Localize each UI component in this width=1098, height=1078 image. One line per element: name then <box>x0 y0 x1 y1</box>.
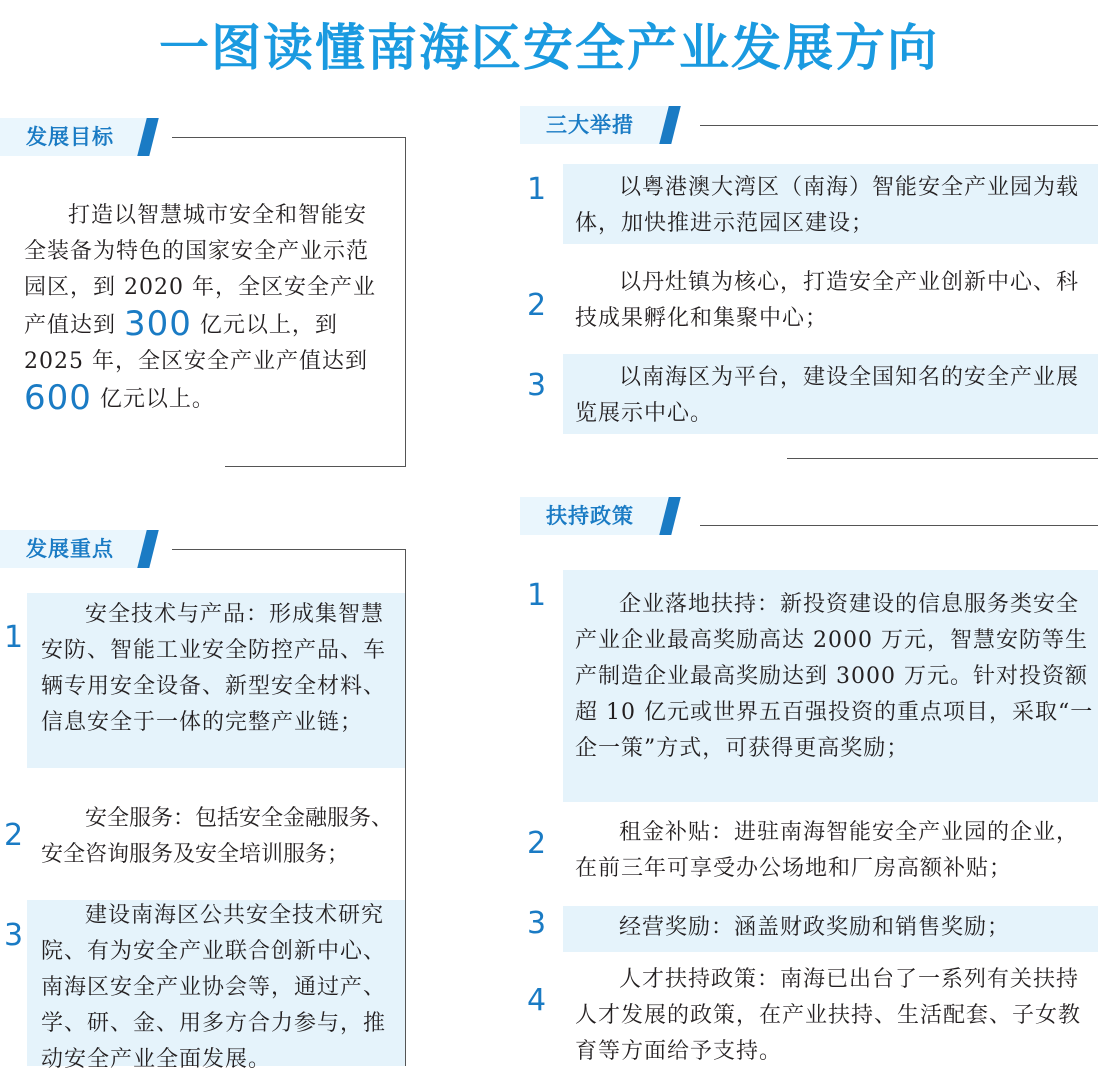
policy-item-1-number: 1 <box>527 578 547 613</box>
policy-item-2-number: 2 <box>527 826 547 861</box>
measures-item-3-number: 3 <box>527 368 547 403</box>
policy-item-3-number: 3 <box>527 906 547 941</box>
focus-item-1-text: 安全技术与产品：形成集智慧安防、智能工业安全防控产品、车辆专用安全设备、新型安全材料、信息安全于一体的完整产业链； <box>41 602 387 735</box>
measures-item-2-number: 2 <box>527 288 547 323</box>
measures-item-2-text: 以丹灶镇为核心，打造安全产业创新中心、科技成果孵化和集聚中心； <box>575 270 1080 331</box>
focus-item-2-text: 安全服务：包括安全金融服务、安全咨询服务及安全培训服务； <box>41 806 394 867</box>
goal-value-2025: 600 <box>24 378 92 418</box>
section-heading-goal: 发展目标 <box>26 125 114 149</box>
page-title: 一图读懂南海区安全产业发展方向 <box>159 19 939 77</box>
goal-value-2020: 300 <box>124 304 192 344</box>
focus-item-3-text: 建设南海区公共安全技术研究院、有为安全产业联合创新中心、南海区安全产业协会等，通过产、学、研、金、用多方合力参与，推动安全产业全面发展。 <box>41 903 387 1072</box>
policy-item-2-text: 租金补贴：进驻南海智能安全产业园的企业，在前三年可享受办公场地和厂房高额补贴； <box>575 820 1080 881</box>
goal-text-part-2: 亿元以上，到 2025 年，全区安全产业产值达到 <box>24 313 368 374</box>
section-heading-policy: 扶持政策 <box>546 504 634 528</box>
measures-bottom-rule <box>787 458 1098 459</box>
section-tag-measures <box>520 106 690 144</box>
policy-item-3-text: 经营奖励：涵盖财政奖励和销售奖励； <box>619 915 1011 940</box>
goal-text-part-3: 亿元以上。 <box>91 387 215 412</box>
focus-item-3-number: 3 <box>4 918 24 953</box>
policy-item-4-text: 人才扶持政策：南海已出台了一系列有关扶持人才发展的政策，在产业扶持、生活配套、子女教育等方面给予支持。 <box>575 967 1082 1064</box>
section-heading-focus: 发展重点 <box>26 537 114 561</box>
section-tag-focus <box>0 530 160 568</box>
goal-frame-bottom <box>225 466 406 467</box>
measures-divider <box>700 125 1098 126</box>
measures-item-1-number: 1 <box>527 172 547 207</box>
measures-item-1-text: 以粤港澳大湾区（南海）智能安全产业园为载体，加快推进示范园区建设； <box>575 175 1080 236</box>
focus-item-1-number: 1 <box>4 620 24 655</box>
section-tag-policy <box>520 497 690 535</box>
goal-frame-right <box>405 137 406 467</box>
policy-divider <box>700 525 1098 526</box>
goal-divider <box>172 137 405 138</box>
focus-frame-right <box>405 549 406 1066</box>
focus-item-2-number: 2 <box>4 818 24 853</box>
goal-text-part-1: 打造以智慧城市安全和智能安全装备为特色的国家安全产业示范园区，到 2020 年，全区安全产业产值达到 <box>24 203 376 338</box>
section-heading-measures: 三大举措 <box>546 113 634 137</box>
policy-item-4-number: 4 <box>527 983 547 1018</box>
measures-item-3-text: 以南海区为平台，建设全国知名的安全产业展览展示中心。 <box>575 365 1080 426</box>
goal-text <box>24 198 380 418</box>
focus-divider <box>172 549 405 550</box>
policy-item-1-text: 企业落地扶持：新投资建设的信息服务类安全产业企业最高奖励高达 2000 万元，智慧安防等生产制造企业最高奖励达到 3000 万元。针对投资额超 10 亿元或世界五百强投资的重点项目，采取“一企一策”方式，可获得更高奖励； <box>575 592 1094 761</box>
section-tag-goal <box>0 118 160 156</box>
